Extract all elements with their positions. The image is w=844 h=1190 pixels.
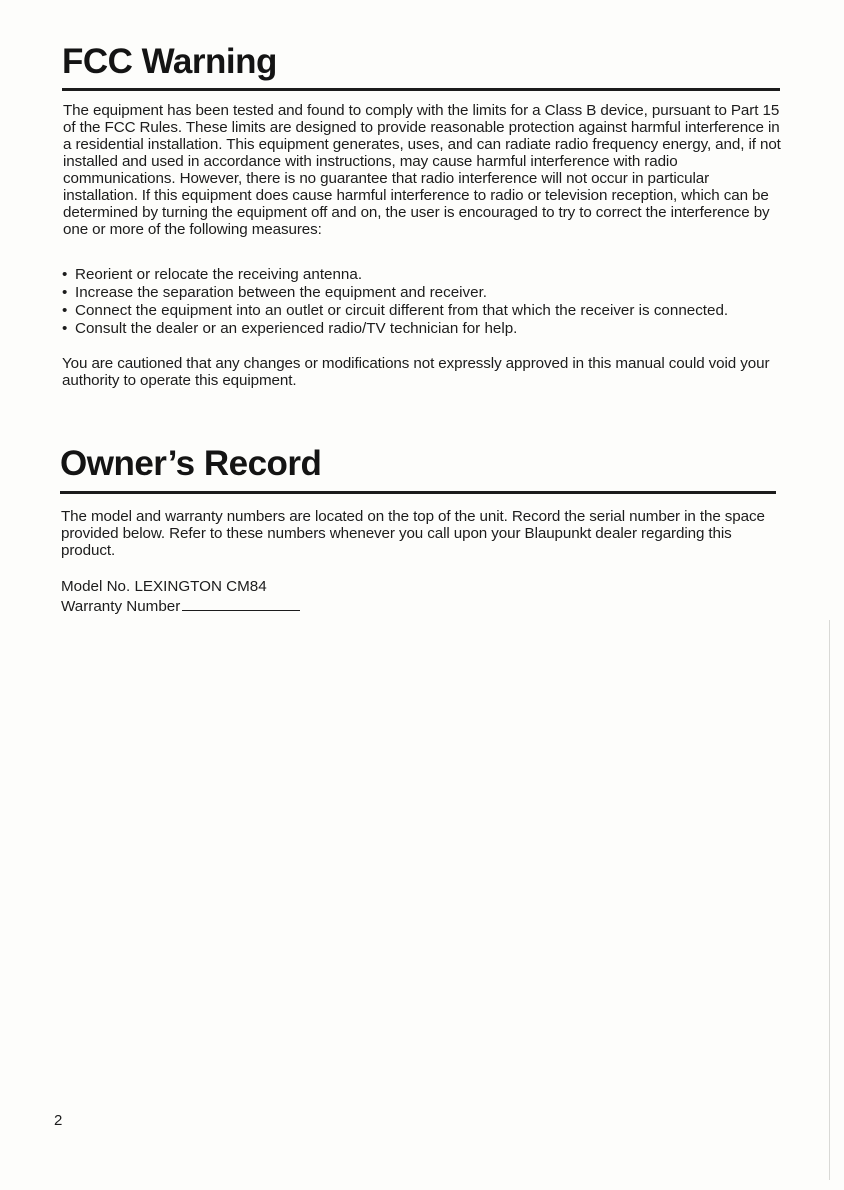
bullet-icon: •: [62, 302, 68, 319]
bullet-icon: •: [62, 266, 68, 283]
fcc-paragraph: The equipment has been tested and found to comply with the limits for a Class B device, pursuant to Part 15 of the FCC Rules. These limits are designed to provide reasonable protection against harmful interference in a residential installation. This equipment generates, uses, and can radiate radio frequency energy, and, if not installed and used in accordance with instructions, may cause harmful interference with radio communications. However, there is no guarantee that radio interference will not occur in particular installation. If this equipment does cause harmful interference to radio or television reception, which can be determined by turning the equipment off and on, the user is encouraged to try to correct the interference by one or more of the following measures:: [63, 102, 781, 238]
bullet-icon: •: [62, 320, 68, 337]
fcc-heading-rule: [62, 88, 780, 91]
owners-record-paragraph: The model and warranty numbers are located on the top of the unit. Record the serial number in the space provided below. Refer to these numbers whenever you call upon your Blaupunkt dealer regarding this product.: [61, 508, 765, 559]
owners-record-heading: Owner’s Record: [60, 444, 322, 483]
fcc-measures-list: [62, 266, 780, 338]
page-edge-line: [829, 620, 830, 1180]
model-number-line: Model No. LEXINGTON CM84: [61, 578, 267, 595]
fcc-caution-paragraph: You are cautioned that any changes or modifications not expressly approved in this manual could void your authority to operate this equipment.: [62, 355, 770, 389]
list-item: • Consult the dealer or an experienced radio/TV technician for help.: [62, 320, 518, 337]
owners-record-heading-rule: [60, 491, 776, 494]
warranty-number-blank: [182, 596, 300, 611]
list-item: • Increase the separation between the equipment and receiver.: [62, 284, 488, 301]
page-number: 2: [54, 1112, 63, 1129]
warranty-number-line: [61, 596, 300, 616]
list-item: • Reorient or relocate the receiving antenna.: [62, 266, 363, 283]
list-item: • Connect the equipment into an outlet or circuit different from that which the receiver is connected.: [62, 302, 729, 319]
warranty-number-label: Warranty Number: [61, 598, 181, 615]
bullet-icon: •: [62, 284, 68, 301]
fcc-warning-heading: FCC Warning: [62, 42, 277, 81]
